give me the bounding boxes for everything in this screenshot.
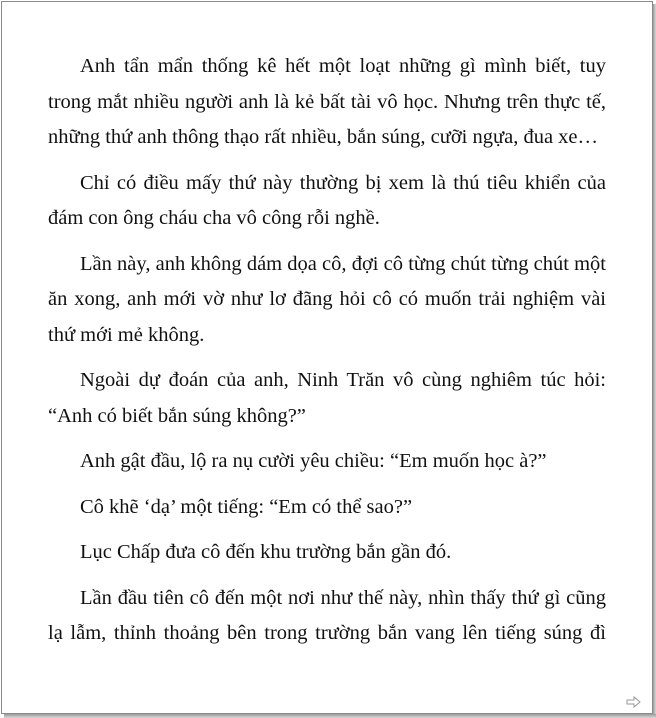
paragraph-3: Lần này, anh không dám dọa cô, đợi cô từng chút từng chút một ăn xong, anh mới vờ như lơ đãng hỏi cô có muốn trải nghiệm vài thứ mới mẻ không. (48, 252, 606, 346)
document-body (48, 49, 606, 662)
paragraph-7: Lục Chấp đưa cô đến khu trường bắn gần đó. (80, 541, 452, 563)
paragraph-8: Lần đầu tiên cô đến một nơi như thế này, nhìn thấy thứ gì cũng lạ lẫm, thỉnh thoảng bên trong trường bắn vang lên tiếng súng đì (48, 586, 606, 644)
page-shadow-bottom (4, 714, 656, 718)
arrow-right-icon (626, 696, 642, 708)
paragraph-6: Cô khẽ ‘dạ’ một tiếng: “Em có thể sao?” (80, 495, 413, 518)
paragraph-4: Ngoài dự đoán của anh, Ninh Trăn vô cùng nghiêm túc hỏi: “Anh có biết bắn súng không?” (48, 369, 606, 427)
paragraph-2: Chỉ có điều mấy thứ này thường bị xem là thú tiêu khiển của đám con ông cháu cha vô công rỗi nghề. (48, 171, 606, 229)
paragraph-5: Anh gật đầu, lộ ra nụ cười yêu chiều: “Em muốn học à?” (80, 450, 547, 472)
paragraph-1: Anh tẩn mẩn thống kê hết một loạt những gì mình biết, tuy trong mắt nhiều người anh là kẻ bất tài vô học. Nhưng trên thực tế, những thứ anh thông thạo rất nhiều, bắn súng, cưỡi ngựa, đua xe… (48, 55, 606, 148)
